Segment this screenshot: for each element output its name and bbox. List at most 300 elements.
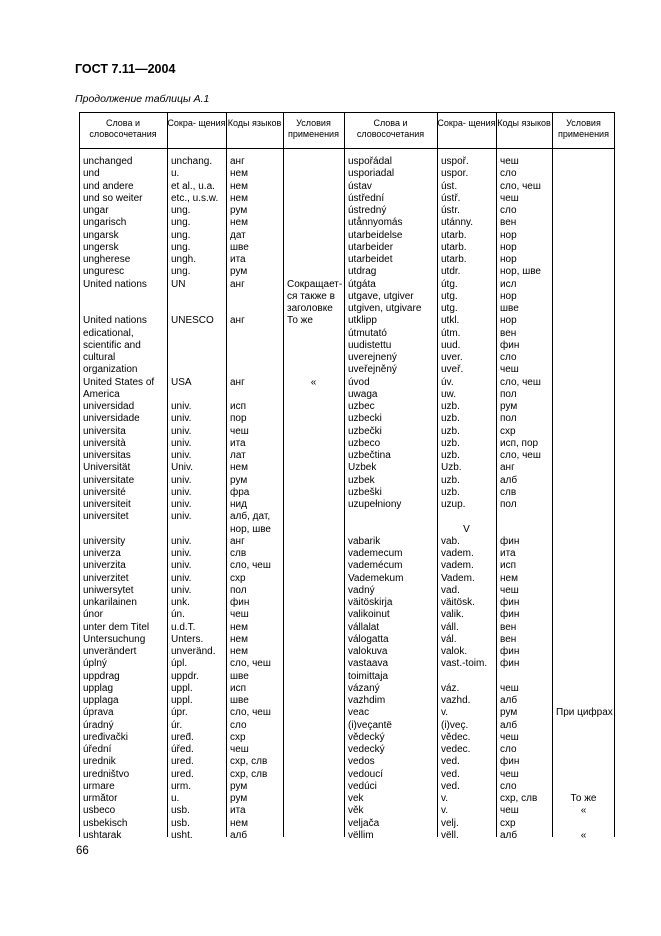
left-word: university — [83, 535, 126, 547]
left-abbreviation: ured. — [171, 768, 194, 780]
right-language-code: пол — [500, 413, 517, 425]
right-word: uzbek — [348, 474, 375, 486]
left-word: ungar — [83, 205, 109, 216]
left-language-code: рум — [230, 474, 248, 486]
left-word: unchanged — [83, 156, 133, 167]
left-language-code: схр — [230, 572, 246, 584]
page-number: 66 — [76, 845, 89, 857]
left-abbreviation: UNESCO — [171, 315, 214, 327]
left-abbreviation: úpl. — [171, 658, 188, 670]
right-abbreviation: uzb. — [441, 486, 460, 498]
left-word: urmare — [83, 780, 115, 792]
abbreviations-table — [79, 112, 615, 841]
left-word: uredništvo — [83, 768, 130, 780]
left-abbreviation: univ. — [171, 425, 192, 437]
right-word: utånnyomás — [348, 217, 403, 229]
right-abbreviation: uveř. — [441, 364, 464, 376]
right-abbreviation: útg. — [441, 278, 458, 290]
left-abbreviation: univ. — [171, 401, 192, 412]
right-language-code: исп — [500, 560, 517, 572]
right-abbreviation: v. — [441, 793, 449, 804]
left-abbreviation: uppdr. — [171, 670, 199, 682]
left-word: università — [83, 437, 126, 449]
right-word: uudistettu — [348, 339, 392, 351]
left-language-code: лат — [230, 450, 246, 461]
right-word: uverejnený — [348, 352, 397, 363]
left-word: scientific and — [83, 339, 141, 351]
right-language-code: алб — [500, 719, 518, 731]
right-abbreviation: v. — [441, 707, 449, 719]
left-word: upplaga — [83, 695, 119, 706]
right-word: vedecký — [348, 744, 385, 755]
right-language-code: чеш — [500, 805, 519, 817]
right-word: utgiven, utgivare — [348, 303, 422, 314]
left-abbreviation: univ. — [171, 560, 192, 572]
right-language-code: сло — [500, 205, 517, 216]
right-language-code: вен — [500, 621, 517, 633]
left-word: université — [83, 486, 126, 498]
left-word: universitet — [83, 511, 129, 523]
right-word: uwaga — [348, 388, 378, 400]
left-language-code: сло, чеш — [230, 707, 271, 719]
left-language-code: сло, чеш — [230, 658, 271, 670]
left-abbreviation: usb. — [171, 817, 190, 829]
right-language-code: нор — [500, 290, 517, 302]
right-language-code: чеш — [500, 768, 519, 780]
left-word: universitate — [83, 474, 135, 486]
right-language-code: алб — [500, 829, 518, 841]
left-language-code: нид — [230, 499, 247, 510]
left-language-code: рум — [230, 780, 248, 792]
left-condition: ся также в — [287, 290, 335, 302]
right-word: útmutató — [348, 327, 387, 339]
left-language-code: исп — [230, 682, 247, 694]
right-abbreviation: (i)veç. — [441, 719, 469, 731]
right-word: vázaný — [348, 682, 380, 694]
left-word: unverändert — [83, 646, 137, 657]
section-letter: V — [463, 523, 470, 535]
left-word: ungarsk — [83, 229, 119, 241]
right-word: uzbec — [348, 401, 375, 412]
right-abbreviation: vad. — [441, 584, 460, 596]
left-language-code: чеш — [230, 744, 249, 755]
right-word: veljača — [348, 817, 380, 829]
right-language-code: рум — [500, 401, 518, 412]
header-abbr-right: Сокра- щения — [437, 118, 496, 128]
left-word: universidad — [83, 401, 135, 412]
right-word: utarbeidelse — [348, 229, 403, 241]
left-word: universidade — [83, 413, 140, 425]
right-word: útgáta — [348, 278, 376, 290]
right-word: vazhdim — [348, 695, 386, 706]
left-abbreviation: unchang. — [171, 156, 213, 167]
right-abbreviation: valik. — [441, 609, 464, 621]
left-word: ungersk — [83, 241, 119, 253]
left-word: uređivački — [83, 731, 129, 743]
right-word: utarbeider — [348, 241, 394, 253]
left-word: usbeco — [83, 805, 116, 817]
right-word: utgave, utgiver — [348, 290, 414, 302]
right-word: vedos — [348, 756, 375, 768]
left-word: United nations — [83, 315, 147, 327]
right-language-code: чеш — [500, 192, 519, 204]
left-word: ungherese — [83, 254, 131, 265]
right-language-code: нор — [500, 229, 517, 241]
left-language-code: алб, дат, — [230, 511, 271, 523]
header-abbr-left: Сокра- щения — [167, 118, 226, 128]
left-abbreviation: urm. — [171, 780, 191, 792]
right-word: vastaava — [348, 658, 389, 670]
left-word: uppdrag — [83, 670, 120, 682]
left-abbreviation: ured̄. — [171, 731, 194, 743]
right-language-code: шве — [500, 303, 519, 314]
left-abbreviation: uppl. — [171, 682, 193, 694]
left-abbreviation: úpr. — [171, 707, 188, 719]
right-condition: При цифрах — [556, 707, 613, 719]
left-abbreviation: u.d.T. — [171, 621, 196, 633]
right-word: Vademekum — [348, 572, 404, 584]
right-abbreviation: útm. — [441, 327, 461, 339]
right-language-code: чеш — [500, 682, 519, 694]
left-word: unkarilainen — [83, 597, 137, 608]
right-word: vědecký — [348, 731, 385, 743]
right-language-code: фин — [500, 756, 520, 768]
right-abbreviation: väitösk. — [441, 597, 475, 608]
right-condition: То же — [570, 793, 597, 804]
left-language-code: нем — [230, 462, 248, 474]
right-abbreviation: ústr. — [441, 205, 460, 216]
right-word: (i)veçantë — [348, 719, 392, 731]
left-language-code: анг — [230, 376, 245, 388]
left-language-code: сло — [230, 719, 247, 731]
left-language-code: исп — [230, 401, 247, 412]
right-language-code: вен — [500, 217, 517, 229]
left-abbreviation: úřed. — [171, 744, 194, 755]
right-language-code: нор — [500, 315, 517, 327]
right-language-code: нем — [500, 572, 518, 584]
left-language-code: алб — [230, 829, 248, 841]
left-condition: То же — [287, 315, 313, 327]
left-word: uniwersytet — [83, 584, 134, 596]
left-word: usbekisch — [83, 817, 128, 829]
right-language-code: фин — [500, 609, 520, 621]
left-abbreviation: u. — [171, 793, 180, 804]
left-word: universitas — [83, 450, 131, 461]
left-language-code: дат — [230, 229, 246, 241]
table-caption: Продолжение таблицы А.1 — [75, 93, 210, 105]
right-word: uzbeco — [348, 437, 381, 449]
left-word: Untersuchung — [83, 633, 146, 645]
right-language-code: сло — [500, 168, 517, 180]
right-word: utdrag — [348, 266, 377, 278]
left-language-code: анг — [230, 535, 245, 547]
right-language-code: сло — [500, 744, 517, 755]
right-word: uveřejněný — [348, 364, 397, 376]
right-abbreviation: utánny. — [441, 217, 474, 229]
left-word: unter dem Titel — [83, 621, 150, 633]
left-abbreviation: Unters. — [171, 633, 204, 645]
right-word: vabarik — [348, 535, 381, 547]
left-language-code: фин — [230, 597, 250, 608]
right-word: uzbeški — [348, 486, 382, 498]
right-word: vek — [348, 793, 364, 804]
right-word: uspořádal — [348, 156, 392, 167]
right-language-code: нор — [500, 254, 517, 265]
right-abbreviation: utarb. — [441, 254, 467, 265]
right-abbreviation: Uzb. — [441, 462, 462, 474]
left-abbreviation: univ. — [171, 413, 192, 425]
left-word: univerza — [83, 548, 121, 559]
left-language-code: схр — [230, 731, 246, 743]
left-abbreviation: usht. — [171, 829, 193, 841]
right-abbreviation: vast.-toim. — [441, 658, 488, 670]
right-word: utklipp — [348, 315, 377, 327]
right-language-code: вен — [500, 633, 517, 645]
right-word: vadný — [348, 584, 375, 596]
left-word: organization — [83, 364, 138, 376]
left-abbreviation: ung. — [171, 229, 191, 241]
right-word: úvod — [348, 376, 370, 388]
right-language-code: фин — [500, 339, 520, 351]
left-abbreviation: u. — [171, 168, 180, 180]
right-language-code: сло — [500, 352, 517, 363]
right-abbreviation: uver. — [441, 352, 463, 363]
left-word: úplný — [83, 658, 107, 670]
left-abbreviation: ung. — [171, 205, 191, 216]
right-language-code: пол — [500, 499, 517, 510]
right-abbreviation: vál. — [441, 633, 457, 645]
right-language-code: схр, слв — [500, 793, 538, 804]
right-word: Uzbek — [348, 462, 377, 474]
right-language-code: нор — [500, 241, 517, 253]
left-language-code: ита — [230, 437, 246, 449]
left-word: edicational, — [83, 327, 134, 339]
left-language-code: анг — [230, 315, 245, 327]
left-language-code: нем — [230, 168, 248, 180]
left-language-code: схр, слв — [230, 756, 268, 768]
right-condition: « — [580, 805, 587, 817]
right-abbreviation: úv. — [441, 376, 454, 388]
left-language-code: шве — [230, 241, 249, 253]
left-language-code: сло, чеш — [230, 560, 271, 572]
left-language-code: нем — [230, 817, 248, 829]
right-abbreviation: utg. — [441, 290, 458, 302]
left-abbreviation: univ. — [171, 499, 192, 510]
right-language-code: алб — [500, 695, 518, 706]
left-word: und andere — [83, 180, 134, 192]
left-word: und — [83, 168, 100, 180]
left-language-code: рум — [230, 266, 248, 278]
right-language-code: фин — [500, 597, 520, 608]
right-abbreviation: váll. — [441, 621, 459, 633]
right-word: vademecum — [348, 548, 403, 559]
left-abbreviation: univ. — [171, 474, 192, 486]
left-word: univerzita — [83, 560, 126, 572]
left-abbreviation: univ. — [171, 535, 192, 547]
left-language-code: нем — [230, 217, 248, 229]
left-word: úřední — [83, 744, 112, 755]
left-word: úradný — [83, 719, 114, 731]
right-language-code: пол — [500, 388, 517, 400]
right-word: toimittaja — [348, 670, 389, 682]
left-abbreviation: unveränd. — [171, 646, 216, 657]
right-abbreviation: utdr. — [441, 266, 461, 278]
left-abbreviation: ung. — [171, 241, 191, 253]
left-language-code: нем — [230, 192, 248, 204]
right-abbreviation: Vadem. — [441, 572, 475, 584]
right-language-code: сло, чеш — [500, 450, 541, 461]
right-language-code: алб — [500, 474, 518, 486]
right-language-code: слв — [500, 486, 517, 498]
left-condition: заголовке — [287, 303, 333, 314]
right-abbreviation: uw. — [441, 388, 457, 400]
right-language-code: рум — [500, 707, 518, 719]
right-abbreviation: ved. — [441, 768, 460, 780]
document-header: ГОСТ 7.11—2004 — [75, 62, 176, 76]
left-language-code: нем — [230, 646, 248, 657]
right-word: vedoucí — [348, 768, 384, 780]
left-abbreviation: USA — [171, 376, 192, 388]
right-abbreviation: utarb. — [441, 241, 467, 253]
left-condition: « — [310, 376, 317, 388]
right-abbreviation: utg. — [441, 303, 458, 314]
right-word: vademécum — [348, 560, 403, 572]
right-language-code: чеш — [500, 364, 519, 376]
right-condition: « — [580, 829, 587, 841]
left-abbreviation: ung. — [171, 266, 191, 278]
right-word: uzbecki — [348, 413, 382, 425]
left-language-code: анг — [230, 278, 245, 290]
left-word: cultural — [83, 352, 116, 363]
left-abbreviation: et al., u.a. — [171, 180, 215, 192]
right-abbreviation: úst. — [441, 180, 458, 192]
left-word: America — [83, 388, 120, 400]
left-language-code: чеш — [230, 609, 249, 621]
left-language-code: ита — [230, 805, 246, 817]
right-word: věk — [348, 805, 364, 817]
right-abbreviation: uspoř. — [441, 156, 469, 167]
header-codes-right: Коды языков — [497, 118, 551, 128]
left-abbreviation: Univ. — [171, 462, 194, 474]
right-abbreviation: uzb. — [441, 413, 460, 425]
right-word: uzupełniony — [348, 499, 402, 510]
right-language-code: фин — [500, 658, 520, 670]
right-abbreviation: valok. — [441, 646, 468, 657]
right-word: uzbečtina — [348, 450, 391, 461]
right-abbreviation: vazhd. — [441, 695, 471, 706]
left-abbreviation: ured. — [171, 756, 194, 768]
left-language-code: пол — [230, 584, 247, 596]
left-language-code: чеш — [230, 425, 249, 437]
left-abbreviation: univ. — [171, 450, 192, 461]
header-codes-left: Коды языков — [227, 118, 282, 128]
left-word: United nations — [83, 278, 147, 290]
right-language-code: исп, пор — [500, 437, 539, 449]
right-abbreviation: uzb. — [441, 437, 460, 449]
right-abbreviation: vëll. — [441, 829, 459, 841]
right-language-code: анг — [500, 462, 515, 474]
header-words-right: Слова и словосочетания — [356, 118, 425, 139]
left-abbreviation: univ. — [171, 486, 192, 498]
left-abbreviation: usb. — [171, 805, 190, 817]
left-abbreviation: univ. — [171, 572, 192, 584]
right-word: ústredný — [348, 205, 387, 216]
right-abbreviation: uzb. — [441, 474, 460, 486]
right-language-code: сло, чеш — [500, 376, 541, 388]
right-abbreviation: vab. — [441, 535, 460, 547]
right-abbreviation: vědec. — [441, 731, 471, 743]
left-word: und so weiter — [83, 192, 143, 204]
left-abbreviation: univ. — [171, 584, 192, 596]
right-word: uzbečki — [348, 425, 382, 437]
right-abbreviation: ústř. — [441, 192, 461, 204]
right-language-code: вен — [500, 327, 517, 339]
header-conditions-right: Условия применения — [558, 118, 609, 139]
right-language-code: схр — [500, 425, 516, 437]
right-word: usporiadal — [348, 168, 395, 180]
right-abbreviation: uzb. — [441, 425, 460, 437]
right-language-code: чеш — [500, 731, 519, 743]
right-word: valikoinut — [348, 609, 390, 621]
right-abbreviation: uud. — [441, 339, 461, 351]
right-abbreviation: velj. — [441, 817, 459, 829]
left-word: únor — [83, 609, 104, 621]
left-abbreviation: univ. — [171, 511, 192, 523]
left-abbreviation: úr. — [171, 719, 183, 731]
left-word: univerzitet — [83, 572, 129, 584]
right-language-code: сло — [500, 780, 517, 792]
right-word: ústřední — [348, 192, 385, 204]
left-word: urednik — [83, 756, 116, 768]
left-word: ushtarak — [83, 829, 122, 841]
right-language-code: нор, шве — [500, 266, 541, 278]
left-language-code: рум — [230, 793, 248, 804]
right-word: vëllim — [348, 829, 374, 841]
right-word: ústav — [348, 180, 372, 192]
left-abbreviation: uppl. — [171, 695, 193, 706]
left-abbreviation: UN — [171, 278, 186, 290]
left-language-code: нор, шве — [230, 523, 271, 535]
right-abbreviation: vedec. — [441, 744, 471, 755]
left-abbreviation: ún. — [171, 609, 185, 621]
right-abbreviation: uzb. — [441, 401, 460, 412]
right-abbreviation: uspor. — [441, 168, 469, 180]
left-abbreviation: univ. — [171, 548, 192, 559]
right-abbreviation: utkl. — [441, 315, 460, 327]
table-grid — [79, 112, 615, 837]
right-abbreviation: ved. — [441, 756, 460, 768]
right-language-code: чеш — [500, 156, 519, 167]
left-word: Universität — [83, 462, 131, 474]
right-abbreviation: ved. — [441, 780, 460, 792]
right-abbreviation: uzb. — [441, 450, 460, 461]
left-abbreviation: ung. — [171, 217, 191, 229]
left-abbreviation: etc., u.s.w. — [171, 192, 219, 204]
right-abbreviation: vadem. — [441, 560, 474, 572]
right-word: válogatta — [348, 633, 389, 645]
left-word: universiteit — [83, 499, 131, 510]
left-language-code: схр, слв — [230, 768, 268, 780]
right-word: vállalat — [348, 621, 380, 633]
right-abbreviation: uzup. — [441, 499, 466, 510]
left-word: universita — [83, 425, 126, 437]
right-word: vedúci — [348, 780, 377, 792]
right-word: valokuva — [348, 646, 388, 657]
left-word: ungarisch — [83, 217, 127, 229]
left-word: următor — [83, 793, 118, 804]
right-abbreviation: vadem. — [441, 548, 474, 559]
right-language-code: схр — [500, 817, 516, 829]
